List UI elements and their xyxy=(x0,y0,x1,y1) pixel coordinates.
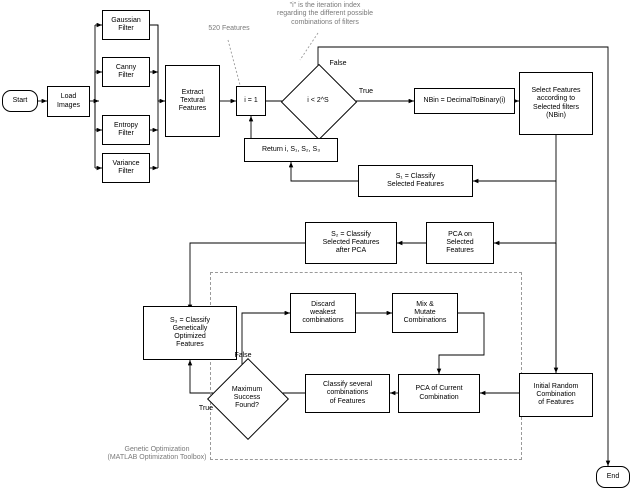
node-nbin-decimal-to-binary xyxy=(414,88,515,114)
node-select-features xyxy=(519,72,593,135)
edge-label-false-top: False xyxy=(329,60,347,67)
node-discard-weakest-label: Discard weakest combinations xyxy=(302,300,344,325)
node-condition-label: i < 2^S xyxy=(307,97,329,105)
node-pca-on-selected-features xyxy=(426,222,494,264)
node-classify-several-combinations-label: Classify several combinations of Features xyxy=(322,381,372,405)
node-extract-textural-features xyxy=(165,65,220,137)
node-variance-filter xyxy=(102,153,150,183)
node-return-values-label: Return i, S₁, S₂, S₃ xyxy=(261,145,321,153)
node-classify-selected-features-label: S₁ = Classify Selected Features xyxy=(387,172,444,188)
node-classify-genetically-optimized-label: S₃ = Classify Genetically Optimized Features xyxy=(169,316,210,349)
node-initial-random-combination-label: Initial Random Combination of Features xyxy=(533,382,579,407)
edge-label-true-top: True xyxy=(358,88,374,95)
node-pca-current-combination xyxy=(398,374,480,413)
annotation-features-count: 520 Features xyxy=(208,25,250,32)
node-load-images-label: Load Images xyxy=(57,93,80,109)
node-canny-filter xyxy=(102,57,150,87)
node-load-images xyxy=(47,86,90,117)
node-classify-selected-features xyxy=(358,165,473,197)
node-return-values xyxy=(244,138,338,162)
node-pca-on-selected-features-label: PCA on Selected Features xyxy=(446,230,474,255)
node-canny-filter-label: Canny Filter xyxy=(115,63,137,79)
node-discard-weakest xyxy=(290,293,356,333)
edge-label-true-genetic: True xyxy=(198,405,214,412)
node-maximum-success-label: Maximum Success Found? xyxy=(231,386,263,409)
node-start xyxy=(2,90,38,112)
node-extract-textural-features-label: Extract Textural Features xyxy=(178,88,207,113)
node-i-init xyxy=(236,86,266,116)
node-entropy-filter xyxy=(102,115,150,145)
node-mix-mutate xyxy=(392,293,458,333)
node-variance-filter-label: Variance Filter xyxy=(112,159,140,175)
node-classify-after-pca-label: S₂ = Classify Selected Features after PCA xyxy=(322,230,380,255)
node-end xyxy=(596,466,630,488)
node-pca-current-combination-label: PCA of Current Combination xyxy=(415,385,463,401)
node-classify-genetically-optimized xyxy=(143,306,237,360)
annotation-genetic-caption: Genetic Optimization (MATLAB Optimization Toolbox) xyxy=(107,446,207,462)
annotation-iteration-note: "i" is the iteration index regarding the different possible combinations of filters xyxy=(277,2,373,26)
node-gaussian-filter xyxy=(102,10,150,40)
node-gaussian-filter-label: Gaussian Filter xyxy=(111,16,141,32)
node-nbin-label: NBin = DecimalToBinary(i) xyxy=(423,96,506,104)
node-end-label: End xyxy=(606,472,620,480)
node-mix-mutate-label: Mix & Mutate Combinations xyxy=(403,300,447,325)
node-start-label: Start xyxy=(12,96,28,104)
node-classify-after-pca xyxy=(305,222,397,264)
node-condition-i-lt-2s xyxy=(292,75,344,127)
node-classify-several-combinations xyxy=(305,374,390,413)
node-maximum-success-found xyxy=(219,370,275,426)
node-select-features-label: Select Features according to Selected filters (NBin) xyxy=(531,87,581,119)
edge-label-false-genetic: False xyxy=(234,352,252,359)
node-i-init-label: i = 1 xyxy=(244,96,258,104)
node-initial-random-combination xyxy=(519,373,593,417)
node-entropy-filter-label: Entropy Filter xyxy=(113,121,139,137)
